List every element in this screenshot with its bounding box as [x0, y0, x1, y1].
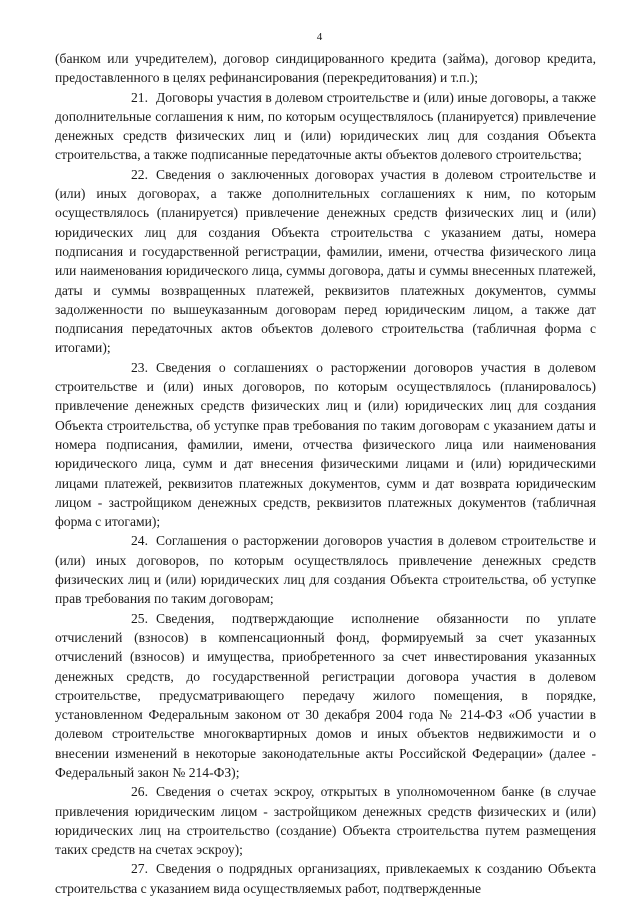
- list-item-25: [55, 609, 596, 783]
- item-text: Договоры участия в долевом строительстве и (или) иные договоры, а также дополнительные соглашения к ним, по которым осуществлялось (планируется) привлечение денежных средств физических лиц и (или) юридических лиц для создания Объекта строительства, а также подписанные передаточные акты объектов долевого строительства;: [55, 89, 596, 163]
- item-text: Сведения о подрядных организациях, привлекаемых к созданию Объекта строительства с указанием вида осуществляемых работ, подтвержденные: [55, 861, 596, 896]
- list-item-22: [55, 165, 596, 358]
- item-number: 21.: [131, 89, 148, 105]
- item-text: Соглашения о расторжении договоров участия в долевом строительстве и (или) иных договоров, по которым осуществлялось привлечение денежных средств физических лиц и (или) юридических лиц для создания Объекта строительства, об уступке прав требования по таким договорам;: [55, 533, 596, 607]
- list-item-27: [55, 859, 596, 898]
- item-text: Сведения, подтверждающие исполнение обязанности по уплате отчислений (взносов) в компенсационный фонд, формируемый за счет указанных отчислений (взносов) и имущества, приобретенного за счет инвестирования указанных денежных средств, до государственной регистрации договора участия в долевом строительстве, предусматривающего передачу жилого помещения, в порядке, установленном Федеральным законом от 30 декабря 2004 года № 214-ФЗ «Об участии в долевом строительстве многоквартирных домов и иных объектов недвижимости и о внесении изменений в некоторые законодательные акты Российской Федерации» (далее - Федеральный закон № 214-ФЗ);: [55, 610, 596, 780]
- item-text: Сведения о заключенных договорах участия в долевом строительстве и (или) иных договорах, а также дополнительных соглашениях к ним, по которым осуществлялось (планируется) привлечение денежных средств физических лиц и (или) юридических лиц для создания Объекта строительства с указанием даты, номера подписания и государственной регистрации, фамилии, имени, отчества физического лица или наименования юридического лица, суммы договора, даты и суммы внесенных платежей, даты и суммы возвращенных платежей, реквизитов платежных документов, суммы задолженности по вышеуказанным договорам перед юридическим лицом, а также дат подписания передаточных актов объектов долевого строительства (табличная форма с итогами);: [55, 166, 596, 356]
- item-number: 26.: [131, 784, 148, 800]
- list-item-21: [55, 88, 596, 165]
- item-number: 25.: [131, 610, 148, 626]
- item-number: 24.: [131, 533, 148, 549]
- list-item-23: [55, 358, 596, 532]
- paragraph-continuation: (банком или учредителем), договор синдицированного кредита (займа), договор кредита, предоставленного в целях рефинансирования (перекредитования) и т.п.);: [55, 51, 596, 86]
- list-item-24: [55, 531, 596, 608]
- item-text: Сведения о соглашениях о расторжении договоров участия в долевом строительстве и (или) иных договоров, по которым осуществлялось (планировалось) привлечение денежных средств физических лиц и (или) юридических лиц для создания Объекта строительства, об уступке прав требования по таким договорам с указанием даты и номера подписания, фамилии, имени, отчества физического лица или наименования юридического лица, сумм и дат внесения физическими лицами и (или) юридическими лицами платежей, реквизитов платежных документов, сумм и дат возврата юридическим лицом - застройщиком денежных средств, реквизитов платежных документов (табличная форма с итогами);: [55, 359, 596, 530]
- item-text: Сведения о счетах эскроу, открытых в уполномоченном банке (в случае привлечения юридическим лицом - застройщиком денежных средств физических и (или) юридических лиц на строительство (создание) Объекта строительства путем размещения таких средств на счетах эскроу);: [55, 784, 596, 858]
- page-number: 4: [316, 31, 323, 43]
- item-number: 27.: [131, 861, 148, 877]
- document-body: [55, 49, 596, 898]
- item-number: 22.: [131, 166, 148, 182]
- item-number: 23.: [131, 359, 148, 375]
- list-item-26: [55, 782, 596, 859]
